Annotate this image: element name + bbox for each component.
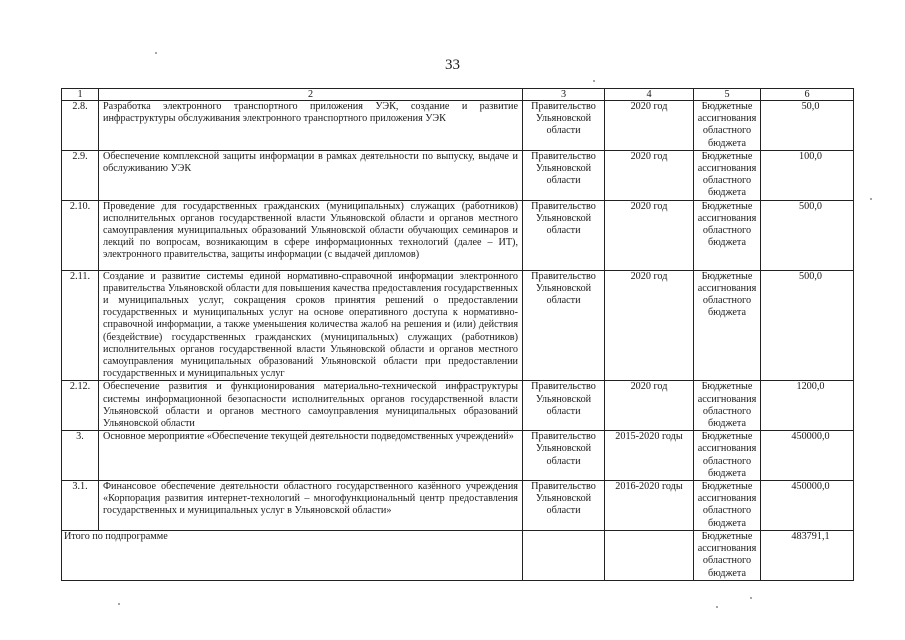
- table-row: [62, 101, 854, 151]
- amount: 500,0: [761, 270, 854, 381]
- program-activities-table: [61, 88, 854, 581]
- amount: 1200,0: [761, 381, 854, 431]
- period: 2016-2020 годы: [605, 481, 694, 531]
- funding-source: Бюджетные ассигнования областного бюджета: [694, 270, 761, 381]
- funding-source: Бюджетные ассигнования областного бюджета: [694, 481, 761, 531]
- header-row: [62, 89, 854, 101]
- activity-description: Проведение для государственных гражданских (муниципальных) служащих (работников) исполнительных органов государственной власти Ульяновской области и органов местного самоуправления муниципальных образований Ульяновской области обучающих семинаров и лекций по вопросам, возникающим в сфере информационных технологий (далее – ИТ), электронного правительства, защиты информации (с выдачей дипломов): [99, 200, 523, 270]
- scan-speck: [155, 52, 157, 54]
- table-row: [62, 200, 854, 270]
- page-number: 33: [445, 57, 460, 73]
- period: 2020 год: [605, 381, 694, 431]
- header-col-3: 3: [523, 89, 605, 101]
- total-empty-period: [605, 530, 694, 580]
- scan-speck: [593, 80, 595, 82]
- row-number: 3.1.: [62, 481, 99, 531]
- header-col-1: 1: [62, 89, 99, 101]
- funding-source: Бюджетные ассигнования областного бюджета: [694, 150, 761, 200]
- table-row: [62, 431, 854, 481]
- total-funding-source: Бюджетные ассигнования областного бюджета: [694, 530, 761, 580]
- funding-source: Бюджетные ассигнования областного бюджета: [694, 431, 761, 481]
- responsible-party: Правительство Ульяновской области: [523, 481, 605, 531]
- scan-speck: [716, 606, 718, 608]
- scan-speck: [750, 597, 752, 599]
- table-row: [62, 270, 854, 381]
- amount: 450000,0: [761, 431, 854, 481]
- row-number: 2.12.: [62, 381, 99, 431]
- amount: 100,0: [761, 150, 854, 200]
- amount: 450000,0: [761, 481, 854, 531]
- period: 2015-2020 годы: [605, 431, 694, 481]
- funding-source: Бюджетные ассигнования областного бюджета: [694, 101, 761, 151]
- row-number: 2.11.: [62, 270, 99, 381]
- scan-speck: [118, 603, 120, 605]
- period: 2020 год: [605, 101, 694, 151]
- activity-description: Создание и развитие системы единой нормативно-справочной информации электронного правительства Ульяновской области для повышения качества предоставления государственных и муниципальных услуг, сокращения сроков принятия решений о предоставлении государственных и муниципальных услуг на основе оперативного доступа к нормативно-справочной информации, а также уменьшения количества жалоб на решения и (или) действия (бездействие) государственных гражданских (муниципальных) служащих (работников) исполнительных органов государственной власти Ульяновской области и органов местного самоуправления муниципальных образований Ульяновской области при предоставлении государственных и муниципальных услуг: [99, 270, 523, 381]
- table-row: [62, 481, 854, 531]
- table-row: [62, 381, 854, 431]
- responsible-party: Правительство Ульяновской области: [523, 200, 605, 270]
- total-label: Итого по подпрограмме: [62, 530, 523, 580]
- period: 2020 год: [605, 150, 694, 200]
- table-row: [62, 150, 854, 200]
- responsible-party: Правительство Ульяновской области: [523, 150, 605, 200]
- activity-description: Разработка электронного транспортного приложения УЭК, создание и развитие инфраструктуры обслуживания электронного транспортного приложения УЭК: [99, 101, 523, 151]
- header-col-2: 2: [99, 89, 523, 101]
- scan-speck: [870, 198, 872, 200]
- activity-description: Основное мероприятие «Обеспечение текущей деятельности подведомственных учреждений»: [99, 431, 523, 481]
- total-row: [62, 530, 854, 580]
- header-col-4: 4: [605, 89, 694, 101]
- amount: 50,0: [761, 101, 854, 151]
- row-number: 2.10.: [62, 200, 99, 270]
- responsible-party: Правительство Ульяновской области: [523, 381, 605, 431]
- responsible-party: Правительство Ульяновской области: [523, 101, 605, 151]
- row-number: 3.: [62, 431, 99, 481]
- funding-source: Бюджетные ассигнования областного бюджета: [694, 381, 761, 431]
- funding-source: Бюджетные ассигнования областного бюджета: [694, 200, 761, 270]
- period: 2020 год: [605, 270, 694, 381]
- total-empty-responsible: [523, 530, 605, 580]
- responsible-party: Правительство Ульяновской области: [523, 270, 605, 381]
- row-number: 2.8.: [62, 101, 99, 151]
- activity-description: Обеспечение развития и функционирования материально-технической инфраструктуры системы информационной безопасности исполнительных органов государственной власти Ульяновской области и органов местного самоуправления муниципальных образований Ульяновской области: [99, 381, 523, 431]
- header-col-6: 6: [761, 89, 854, 101]
- responsible-party: Правительство Ульяновской области: [523, 431, 605, 481]
- total-amount: 483791,1: [761, 530, 854, 580]
- activity-description: Обеспечение комплексной защиты информации в рамках деятельности по выпуску, выдаче и обслуживанию УЭК: [99, 150, 523, 200]
- period: 2020 год: [605, 200, 694, 270]
- activity-description: Финансовое обеспечение деятельности областного государственного казённого учреждения «Корпорация развития интернет-технологий – многофункциональный центр предоставления государственных и муниципальных услуг в Ульяновской области»: [99, 481, 523, 531]
- header-col-5: 5: [694, 89, 761, 101]
- amount: 500,0: [761, 200, 854, 270]
- row-number: 2.9.: [62, 150, 99, 200]
